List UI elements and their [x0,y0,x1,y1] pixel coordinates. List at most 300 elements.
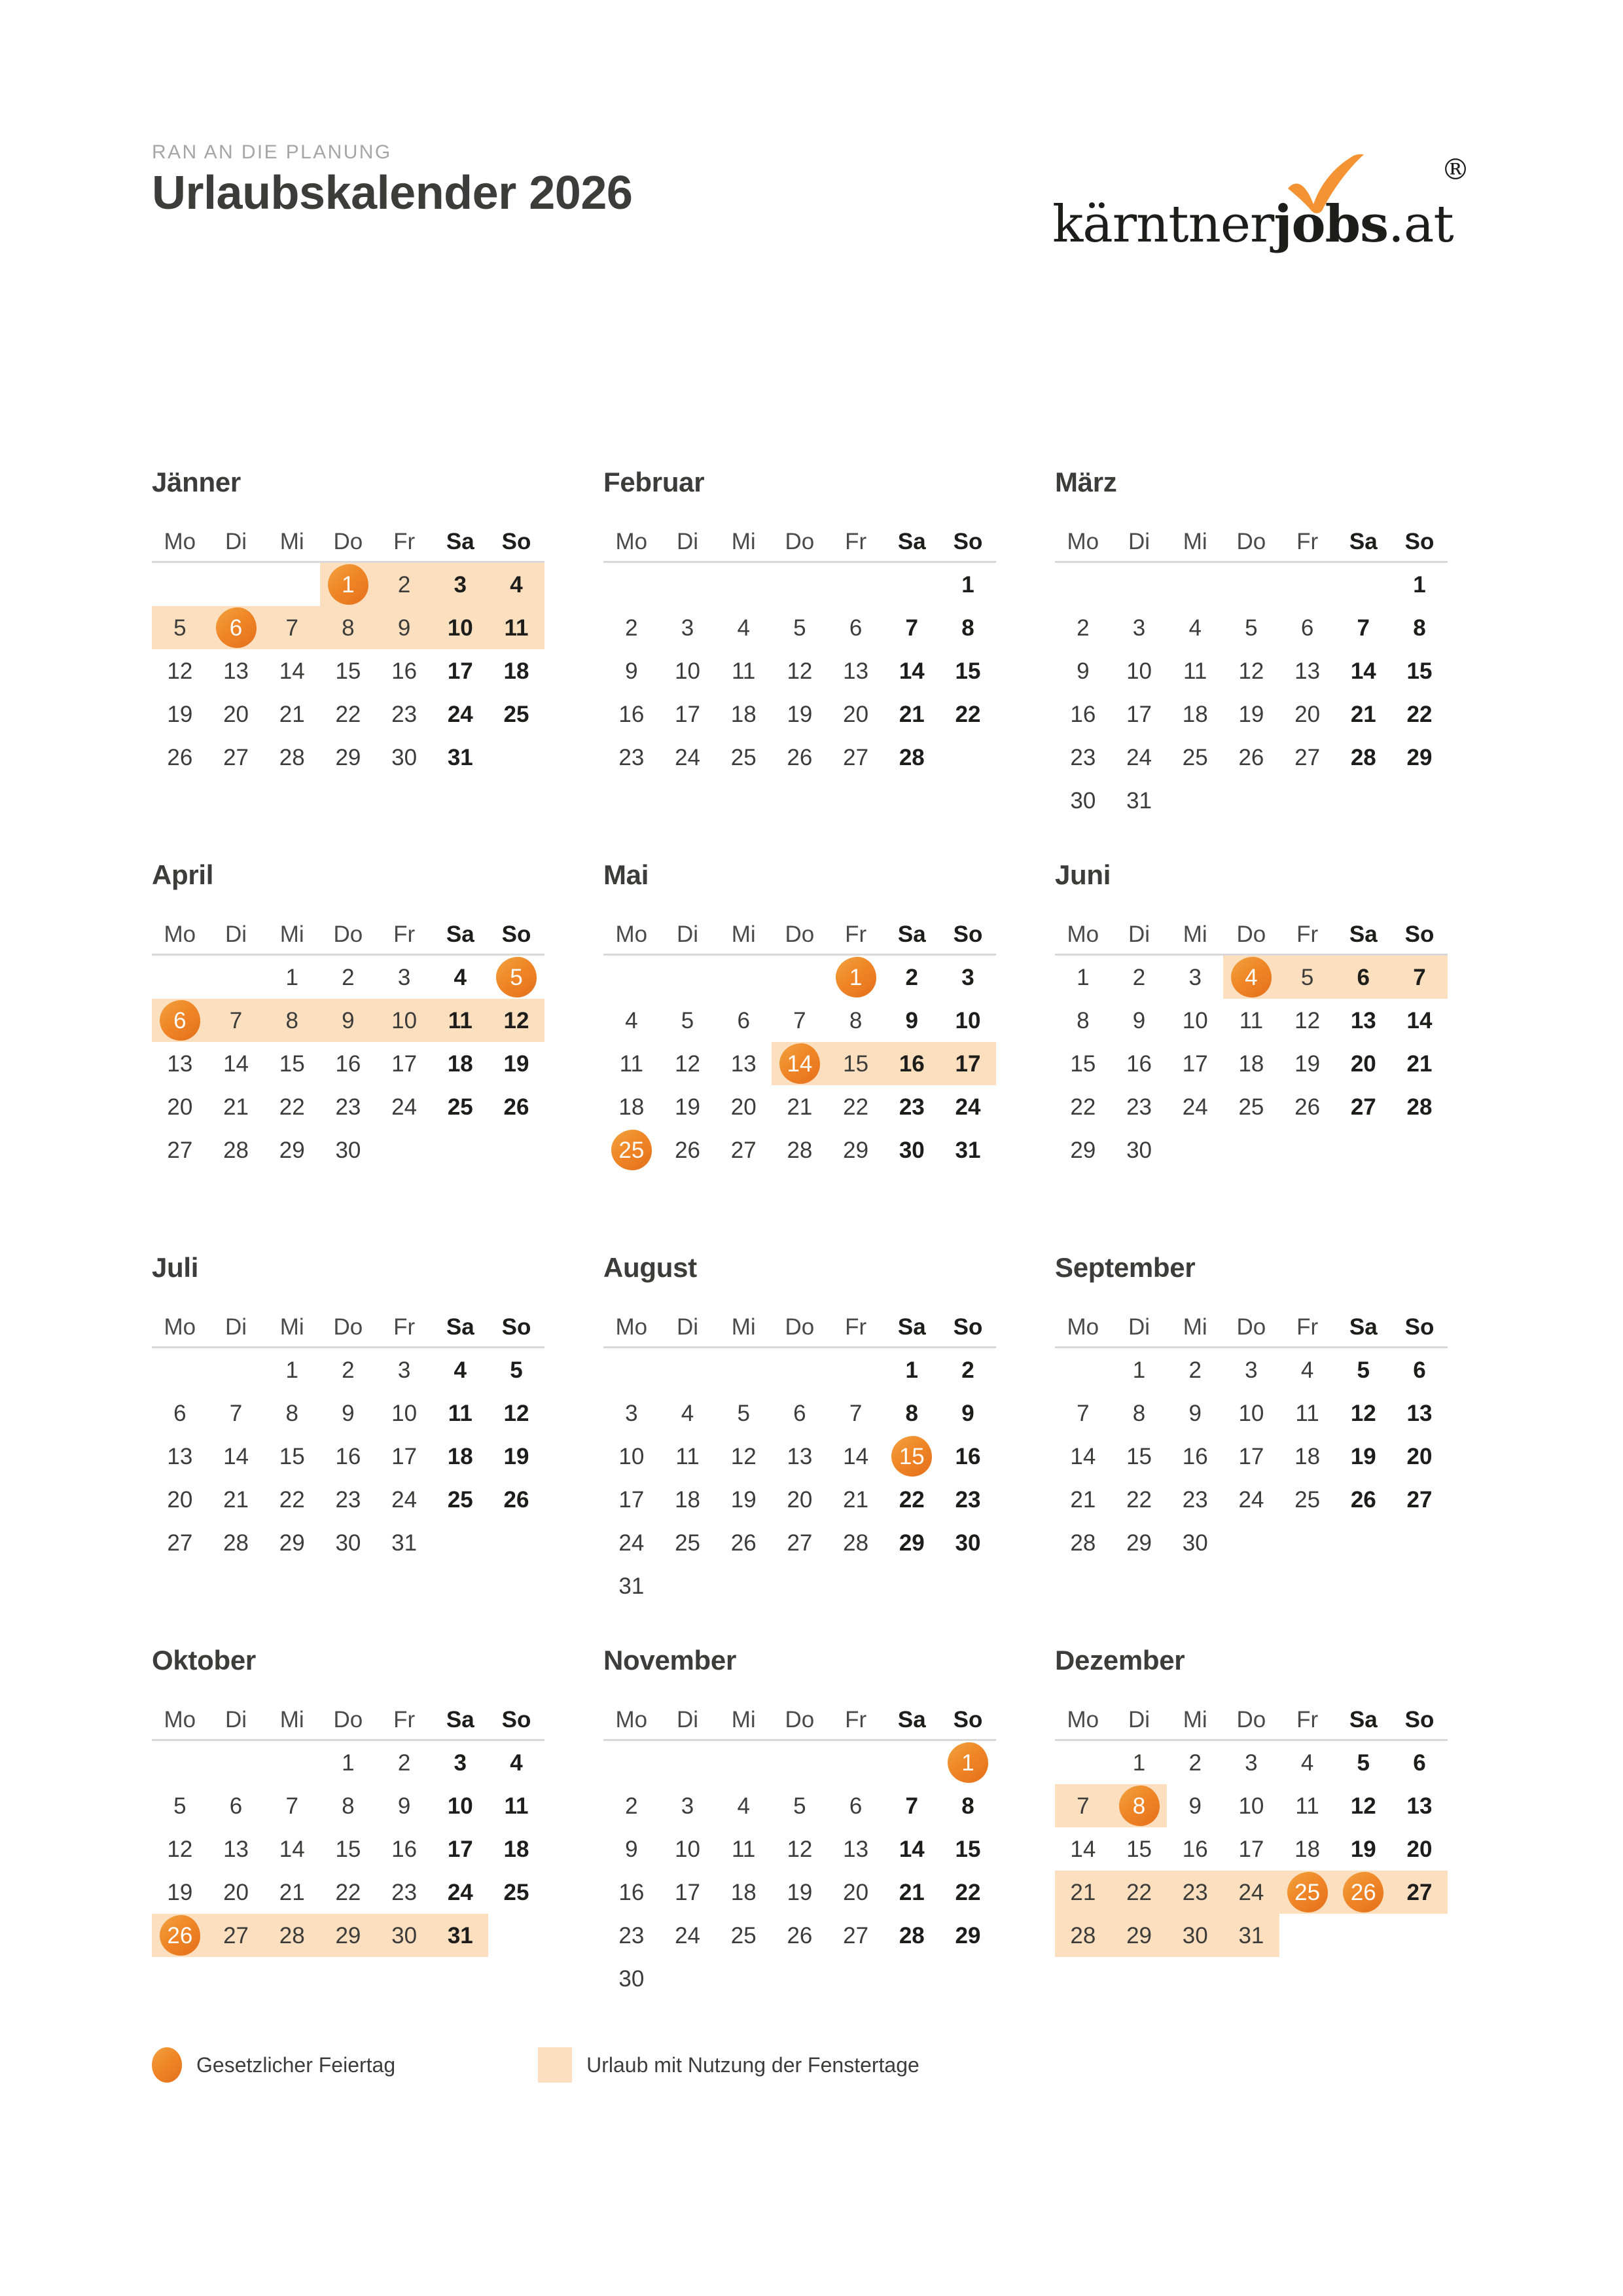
day-cell[interactable] [152,1085,208,1128]
day-cell[interactable] [603,1478,660,1521]
day-cell[interactable] [883,1128,940,1172]
day-cell[interactable] [1391,1784,1448,1827]
day-cell[interactable] [320,1871,376,1914]
day-cell[interactable] [1335,999,1391,1042]
day-cell[interactable] [376,1741,433,1784]
day-cell[interactable] [376,956,433,999]
day-cell[interactable] [1055,736,1111,779]
day-cell[interactable] [715,1521,772,1564]
day-cell[interactable] [883,606,940,649]
day-cell[interactable] [828,999,884,1042]
day-cell[interactable] [828,649,884,692]
day-cell[interactable] [828,1784,884,1827]
day-cell[interactable] [603,1871,660,1914]
day-cell[interactable] [1055,606,1111,649]
day-cell-holiday[interactable] [488,956,544,999]
day-cell[interactable] [715,1128,772,1172]
day-cell[interactable] [772,606,828,649]
day-cell[interactable] [1335,1827,1391,1871]
day-cell[interactable] [772,999,828,1042]
day-cell[interactable] [264,1042,320,1085]
day-cell[interactable] [1167,1741,1223,1784]
day-cell[interactable] [715,736,772,779]
day-cell[interactable] [320,1391,376,1435]
day-cell[interactable] [320,1741,376,1784]
day-cell[interactable] [376,692,433,736]
day-cell[interactable] [152,1871,208,1914]
day-cell[interactable] [883,1478,940,1521]
day-cell[interactable] [320,1478,376,1521]
day-cell[interactable] [208,1914,264,1957]
day-cell[interactable] [1111,956,1168,999]
day-cell[interactable] [603,1957,660,2000]
day-cell[interactable] [1111,1521,1168,1564]
day-cell[interactable] [1279,1085,1336,1128]
day-cell[interactable] [1111,1435,1168,1478]
day-cell[interactable] [603,1435,660,1478]
day-cell[interactable] [152,1391,208,1435]
day-cell[interactable] [432,1914,488,1957]
day-cell[interactable] [1167,999,1223,1042]
day-cell[interactable] [1391,1435,1448,1478]
day-cell-holiday[interactable] [1335,1871,1391,1914]
day-cell[interactable] [264,692,320,736]
day-cell[interactable] [152,1435,208,1478]
day-cell[interactable] [603,692,660,736]
day-cell[interactable] [828,692,884,736]
day-cell[interactable] [1167,1391,1223,1435]
day-cell[interactable] [828,1128,884,1172]
day-cell[interactable] [940,649,996,692]
day-cell[interactable] [1055,956,1111,999]
day-cell[interactable] [376,649,433,692]
day-cell[interactable] [152,1827,208,1871]
day-cell[interactable] [1335,956,1391,999]
day-cell[interactable] [1391,1871,1448,1914]
day-cell[interactable] [376,563,433,606]
day-cell[interactable] [208,1871,264,1914]
day-cell[interactable] [488,692,544,736]
day-cell[interactable] [940,956,996,999]
day-cell[interactable] [152,736,208,779]
day-cell[interactable] [940,692,996,736]
day-cell[interactable] [152,649,208,692]
day-cell[interactable] [1223,692,1279,736]
day-cell[interactable] [264,956,320,999]
day-cell[interactable] [715,1478,772,1521]
day-cell[interactable] [883,692,940,736]
day-cell[interactable] [264,1784,320,1827]
day-cell[interactable] [320,649,376,692]
day-cell[interactable] [603,1784,660,1827]
day-cell[interactable] [940,1478,996,1521]
day-cell[interactable] [1335,606,1391,649]
day-cell[interactable] [320,736,376,779]
day-cell[interactable] [940,1435,996,1478]
day-cell[interactable] [603,649,660,692]
day-cell[interactable] [940,1348,996,1391]
day-cell[interactable] [376,1042,433,1085]
day-cell[interactable] [1055,1871,1111,1914]
day-cell[interactable] [1335,692,1391,736]
day-cell[interactable] [1111,1914,1168,1957]
day-cell-holiday[interactable] [208,606,264,649]
day-cell[interactable] [1391,1478,1448,1521]
day-cell[interactable] [376,1085,433,1128]
day-cell[interactable] [772,1435,828,1478]
day-cell[interactable] [152,1128,208,1172]
day-cell[interactable] [376,999,433,1042]
day-cell[interactable] [376,1391,433,1435]
day-cell[interactable] [772,1478,828,1521]
day-cell[interactable] [1111,779,1168,822]
day-cell-holiday[interactable] [883,1435,940,1478]
day-cell[interactable] [883,1914,940,1957]
day-cell[interactable] [772,1521,828,1564]
day-cell[interactable] [940,1827,996,1871]
day-cell[interactable] [152,606,208,649]
day-cell[interactable] [208,1042,264,1085]
day-cell-holiday[interactable] [603,1128,660,1172]
day-cell[interactable] [883,1521,940,1564]
day-cell[interactable] [715,1871,772,1914]
day-cell[interactable] [208,1827,264,1871]
day-cell[interactable] [1111,1827,1168,1871]
day-cell[interactable] [208,736,264,779]
day-cell[interactable] [488,1784,544,1827]
day-cell[interactable] [1111,606,1168,649]
day-cell[interactable] [660,1085,716,1128]
day-cell[interactable] [432,1871,488,1914]
day-cell[interactable] [432,1478,488,1521]
day-cell[interactable] [1335,1784,1391,1827]
day-cell-holiday[interactable] [1111,1784,1168,1827]
day-cell[interactable] [264,1871,320,1914]
day-cell[interactable] [940,1521,996,1564]
day-cell[interactable] [264,1827,320,1871]
day-cell[interactable] [432,692,488,736]
day-cell[interactable] [1223,649,1279,692]
day-cell[interactable] [1223,1435,1279,1478]
day-cell[interactable] [432,1741,488,1784]
day-cell[interactable] [940,1914,996,1957]
day-cell[interactable] [660,649,716,692]
day-cell[interactable] [828,1521,884,1564]
day-cell[interactable] [320,1827,376,1871]
day-cell[interactable] [1223,1827,1279,1871]
day-cell-holiday[interactable] [152,999,208,1042]
day-cell[interactable] [772,1784,828,1827]
day-cell[interactable] [376,736,433,779]
day-cell[interactable] [264,606,320,649]
day-cell[interactable] [883,736,940,779]
day-cell[interactable] [1111,1128,1168,1172]
day-cell[interactable] [432,999,488,1042]
day-cell[interactable] [1279,1741,1336,1784]
day-cell[interactable] [320,606,376,649]
day-cell[interactable] [320,1914,376,1957]
day-cell[interactable] [828,1391,884,1435]
day-cell[interactable] [1167,1871,1223,1914]
day-cell[interactable] [376,606,433,649]
day-cell-holiday[interactable] [320,563,376,606]
day-cell[interactable] [1335,1478,1391,1521]
day-cell[interactable] [1111,999,1168,1042]
day-cell[interactable] [1223,1784,1279,1827]
day-cell[interactable] [1335,1085,1391,1128]
day-cell[interactable] [432,956,488,999]
day-cell[interactable] [208,1085,264,1128]
day-cell[interactable] [603,1827,660,1871]
day-cell[interactable] [320,1784,376,1827]
day-cell[interactable] [376,1914,433,1957]
day-cell[interactable] [264,1128,320,1172]
day-cell[interactable] [1167,649,1223,692]
day-cell[interactable] [488,606,544,649]
day-cell[interactable] [1055,1042,1111,1085]
day-cell[interactable] [264,1914,320,1957]
day-cell[interactable] [660,1914,716,1957]
day-cell[interactable] [320,1128,376,1172]
day-cell[interactable] [603,606,660,649]
day-cell[interactable] [1279,736,1336,779]
day-cell[interactable] [208,1521,264,1564]
day-cell[interactable] [1223,999,1279,1042]
day-cell[interactable] [320,1042,376,1085]
day-cell[interactable] [1391,999,1448,1042]
day-cell[interactable] [772,1391,828,1435]
day-cell[interactable] [883,1085,940,1128]
day-cell[interactable] [940,563,996,606]
day-cell[interactable] [1111,649,1168,692]
day-cell[interactable] [1279,692,1336,736]
day-cell-holiday[interactable] [1279,1871,1336,1914]
day-cell[interactable] [264,736,320,779]
day-cell[interactable] [1167,1042,1223,1085]
day-cell[interactable] [603,999,660,1042]
day-cell[interactable] [883,1784,940,1827]
day-cell[interactable] [208,1478,264,1521]
day-cell[interactable] [1055,1085,1111,1128]
day-cell[interactable] [1391,956,1448,999]
day-cell[interactable] [208,1435,264,1478]
day-cell[interactable] [883,956,940,999]
day-cell[interactable] [1167,1521,1223,1564]
day-cell[interactable] [1167,736,1223,779]
day-cell[interactable] [603,1391,660,1435]
day-cell[interactable] [488,999,544,1042]
day-cell[interactable] [432,736,488,779]
day-cell[interactable] [1223,1914,1279,1957]
day-cell[interactable] [772,649,828,692]
day-cell[interactable] [432,1784,488,1827]
day-cell[interactable] [715,649,772,692]
day-cell[interactable] [1279,1391,1336,1435]
day-cell[interactable] [715,1042,772,1085]
day-cell[interactable] [940,1085,996,1128]
day-cell[interactable] [488,1871,544,1914]
day-cell[interactable] [603,1521,660,1564]
day-cell[interactable] [320,1435,376,1478]
day-cell[interactable] [1055,692,1111,736]
day-cell[interactable] [1055,1827,1111,1871]
day-cell[interactable] [1055,779,1111,822]
day-cell[interactable] [432,606,488,649]
day-cell[interactable] [940,1871,996,1914]
day-cell[interactable] [1223,606,1279,649]
day-cell[interactable] [603,1564,660,1607]
day-cell[interactable] [320,999,376,1042]
day-cell[interactable] [1279,956,1336,999]
day-cell[interactable] [376,1827,433,1871]
day-cell[interactable] [1391,736,1448,779]
day-cell[interactable] [660,1478,716,1521]
day-cell[interactable] [264,1391,320,1435]
day-cell[interactable] [152,1784,208,1827]
day-cell[interactable] [1111,692,1168,736]
day-cell[interactable] [660,1871,716,1914]
day-cell[interactable] [940,1128,996,1172]
day-cell[interactable] [208,692,264,736]
day-cell[interactable] [940,1391,996,1435]
day-cell[interactable] [432,563,488,606]
day-cell[interactable] [828,606,884,649]
day-cell[interactable] [603,1914,660,1957]
day-cell[interactable] [715,1784,772,1827]
day-cell[interactable] [1111,1871,1168,1914]
day-cell[interactable] [1111,1391,1168,1435]
day-cell[interactable] [883,1391,940,1435]
day-cell[interactable] [208,1128,264,1172]
day-cell[interactable] [940,606,996,649]
day-cell[interactable] [660,1784,716,1827]
day-cell[interactable] [772,736,828,779]
day-cell[interactable] [1111,1042,1168,1085]
day-cell[interactable] [1223,1348,1279,1391]
day-cell[interactable] [1335,649,1391,692]
day-cell[interactable] [208,649,264,692]
day-cell[interactable] [320,1521,376,1564]
day-cell[interactable] [264,1478,320,1521]
day-cell[interactable] [715,692,772,736]
day-cell[interactable] [1391,1741,1448,1784]
day-cell[interactable] [1055,999,1111,1042]
day-cell-holiday[interactable] [152,1914,208,1957]
day-cell[interactable] [320,1085,376,1128]
day-cell[interactable] [828,1478,884,1521]
day-cell[interactable] [1167,1085,1223,1128]
day-cell[interactable] [660,1435,716,1478]
day-cell[interactable] [1167,1914,1223,1957]
day-cell[interactable] [1335,1348,1391,1391]
day-cell[interactable] [152,1042,208,1085]
day-cell[interactable] [1223,1478,1279,1521]
day-cell[interactable] [940,999,996,1042]
day-cell[interactable] [1055,1435,1111,1478]
day-cell[interactable] [772,1871,828,1914]
day-cell[interactable] [828,736,884,779]
day-cell[interactable] [1391,692,1448,736]
day-cell[interactable] [1055,1478,1111,1521]
day-cell[interactable] [1055,1521,1111,1564]
day-cell[interactable] [152,692,208,736]
day-cell[interactable] [264,1348,320,1391]
day-cell[interactable] [772,692,828,736]
day-cell[interactable] [1055,1128,1111,1172]
day-cell[interactable] [1223,1871,1279,1914]
day-cell[interactable] [1223,736,1279,779]
day-cell[interactable] [488,1085,544,1128]
day-cell[interactable] [828,1827,884,1871]
day-cell[interactable] [1335,1042,1391,1085]
day-cell[interactable] [1391,563,1448,606]
day-cell[interactable] [1391,1391,1448,1435]
day-cell[interactable] [1167,1348,1223,1391]
day-cell[interactable] [715,1391,772,1435]
day-cell[interactable] [488,1042,544,1085]
day-cell[interactable] [1167,692,1223,736]
day-cell[interactable] [376,1478,433,1521]
day-cell[interactable] [715,1914,772,1957]
day-cell[interactable] [264,999,320,1042]
day-cell-holiday[interactable] [772,1042,828,1085]
day-cell[interactable] [432,1085,488,1128]
day-cell[interactable] [1167,1827,1223,1871]
day-cell[interactable] [264,1435,320,1478]
day-cell[interactable] [660,1128,716,1172]
day-cell[interactable] [940,1784,996,1827]
day-cell[interactable] [715,1827,772,1871]
day-cell[interactable] [828,1085,884,1128]
day-cell[interactable] [1223,1042,1279,1085]
day-cell[interactable] [1279,1478,1336,1521]
day-cell[interactable] [660,1521,716,1564]
day-cell[interactable] [1167,606,1223,649]
day-cell[interactable] [1279,1827,1336,1871]
day-cell[interactable] [488,1827,544,1871]
day-cell[interactable] [432,1348,488,1391]
day-cell[interactable] [1391,606,1448,649]
day-cell[interactable] [1111,736,1168,779]
day-cell[interactable] [432,1391,488,1435]
day-cell[interactable] [1111,1348,1168,1391]
day-cell[interactable] [1391,649,1448,692]
day-cell[interactable] [1279,999,1336,1042]
day-cell[interactable] [376,1521,433,1564]
day-cell[interactable] [1167,956,1223,999]
day-cell[interactable] [488,1435,544,1478]
day-cell[interactable] [660,736,716,779]
day-cell[interactable] [603,736,660,779]
day-cell[interactable] [320,956,376,999]
day-cell-holiday[interactable] [1223,956,1279,999]
day-cell[interactable] [715,999,772,1042]
day-cell-holiday[interactable] [940,1741,996,1784]
day-cell[interactable] [772,1085,828,1128]
day-cell[interactable] [1391,1348,1448,1391]
day-cell[interactable] [1223,1085,1279,1128]
day-cell[interactable] [432,649,488,692]
day-cell[interactable] [828,1914,884,1957]
day-cell[interactable] [1335,1741,1391,1784]
day-cell[interactable] [1391,1042,1448,1085]
day-cell[interactable] [432,1827,488,1871]
day-cell[interactable] [1055,649,1111,692]
day-cell-holiday[interactable] [828,956,884,999]
day-cell[interactable] [883,1871,940,1914]
day-cell[interactable] [828,1042,884,1085]
day-cell[interactable] [883,649,940,692]
